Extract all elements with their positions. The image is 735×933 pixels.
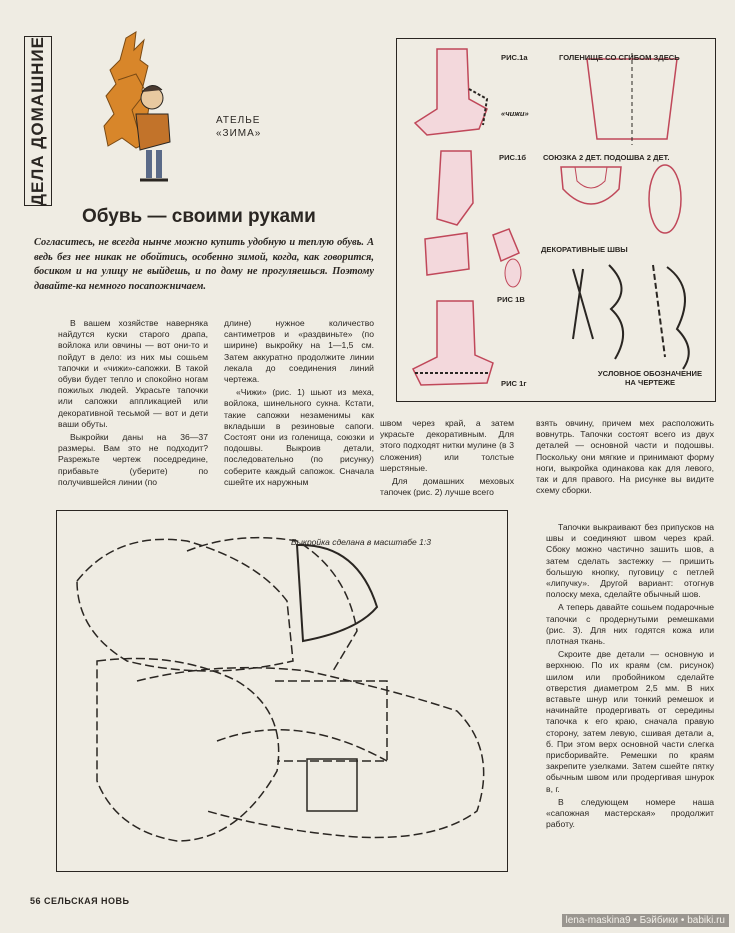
fig-caption-sole: СОЮЗКА 2 ДЕТ. ПОДОШВА 2 ДЕТ. bbox=[543, 153, 670, 162]
paragraph: В следующем номере наша «сапожная мастерская» продолжит работу. bbox=[546, 796, 714, 830]
fig-caption-seams: ДЕКОРАТИВНЫЕ ШВЫ bbox=[541, 245, 628, 254]
paragraph: Скроите две детали — основную и верхнюю. По их краям (см. рисунок) шилом или пробойником сделайте отверстия диаметром 2,5 мм. В них вставьте шнур или тонкий ремешок и начинайте продергивать от середины тапочка к его краю, сначала правую сторону, затем левую, сшивая детали а, б. При этом верх основной части слегка присборивайте. Ремешки по краям закрепите узелками. Затем сшейте пятку обычным швом или продергивая шнурок в, г. bbox=[546, 649, 714, 794]
text-column-4 bbox=[536, 418, 714, 496]
article-title: Обувь — своими руками bbox=[82, 206, 316, 227]
paragraph: «Чижи» (рис. 1) шьют из меха, войлока, шинельного сукна. Кстати, такие сапожки незаменимы как вкладыши в резиновые сапоги. Состоят они из голенища, союзки и подошвы. Выкроив детали, последовательно (по рисунку) соберите каждый сапожок. Сначала сшейте их наружным bbox=[224, 387, 374, 487]
article-lead: Согласитесь, не всегда нынче можно купить удобную и теплую обувь. А ведь без нее никак не обойтись, особенно зимой, когда, как говорится, босиком и на улицу не выйдешь, и по дому не прогуляешься. Поэтому давайте-ка немного посапожничаем. bbox=[34, 237, 374, 292]
text-column-3 bbox=[380, 418, 514, 498]
paragraph: Тапочки выкраивают без припусков на швы и соединяют швом через край. Сбоку можно частично зашить шов, а затем сделать застежку — пришить большую кнопку, пуговицу с петлей «липучку». Другой вариант: отогнув полоску меха, сделайте обычный шов. bbox=[546, 522, 714, 600]
text-column-5 bbox=[546, 522, 714, 830]
fig-caption-legend: УСЛОВНОЕ ОБОЗНАЧЕНИЕ НА ЧЕРТЕЖЕ bbox=[597, 369, 703, 387]
paragraph: Выкройки даны на 36—37 размеры. Вам это не подходит? Разрежьте чертеж поседредине, прибавьте (уберите) по получившейся линии (по bbox=[58, 432, 208, 487]
fig-label-1b: РИС.1б bbox=[499, 153, 527, 162]
text-column-1 bbox=[58, 318, 208, 488]
fig-caption-chizhi: «чижи» bbox=[501, 109, 529, 118]
paragraph: взять овчину, причем мех расположить вовнутрь. Тапочки состоят всего из двух деталей — основной части и подошвы. Поскольку они мягкие и принимают форму ноги, выкройка одинакова как для левого, так и для правого. На рисунке вы видите схему сборки. bbox=[536, 418, 714, 496]
section-rubric bbox=[24, 36, 52, 206]
paragraph: А теперь давайте сошьем подарочные тапочки с продернутыми ремешками (рис. 3). Для них годятся кожа или плотная ткань. bbox=[546, 602, 714, 647]
rubric-text: ДЕЛА ДОМАШНИЕ bbox=[28, 35, 47, 207]
atelier-label bbox=[216, 114, 261, 140]
pattern-scale-note: Выкройка сделана в масштабе 1:3 bbox=[291, 537, 431, 547]
cartoon-illustration bbox=[96, 30, 188, 190]
fig-label-1a: РИС.1а bbox=[501, 53, 528, 62]
atelier-line-2: «ЗИМА» bbox=[216, 128, 262, 139]
watermark: lena-maskina9 • Бэйбики • babiki.ru bbox=[562, 914, 729, 927]
paragraph: длине) нужное количество сантиметров и «раздвиньте» (по ширине) выкройку на 1—1,5 см. Затем аккуратно продолжите линии лекала до соединения линий чертежа. bbox=[224, 318, 374, 385]
boots-drawing bbox=[397, 39, 715, 401]
paragraph: швом через край, а затем украсьте декоративным. Для этого подходят нитки мулине (в 3 сложения) или толстые шерстяные. bbox=[380, 418, 514, 473]
fig-caption-shaft: ГОЛЕНИЩЕ СО СГИБОМ ЗДЕСЬ bbox=[559, 53, 680, 62]
fig-label-1v: РИС 1В bbox=[497, 295, 525, 304]
boots-figure bbox=[396, 38, 716, 402]
text-column-2 bbox=[224, 318, 374, 488]
paragraph: В вашем хозяйстве наверняка найдутся куски старого драпа, войлока или овчины — вот они-то и пойдут в дело: из них мы сошьем тапочки и «чижи»-сапожки. В такой обуви будет тепло и спокойно ногам пожилых людей. Украсьте тапочки или сапожки аппликацией или декоративной тесьмой — вот и дети ваши обуты. bbox=[58, 318, 208, 429]
slipper-pattern-figure bbox=[56, 510, 508, 872]
fig-label-1g: РИС 1г bbox=[501, 379, 527, 388]
page-footer: 56 СЕЛЬСКАЯ НОВЬ bbox=[30, 896, 130, 906]
slipper-pattern-drawing bbox=[57, 511, 507, 871]
atelier-line-1: АТЕЛЬЕ bbox=[216, 115, 261, 126]
paragraph: Для домашних меховых тапочек (рис. 2) лучше всего bbox=[380, 476, 514, 498]
